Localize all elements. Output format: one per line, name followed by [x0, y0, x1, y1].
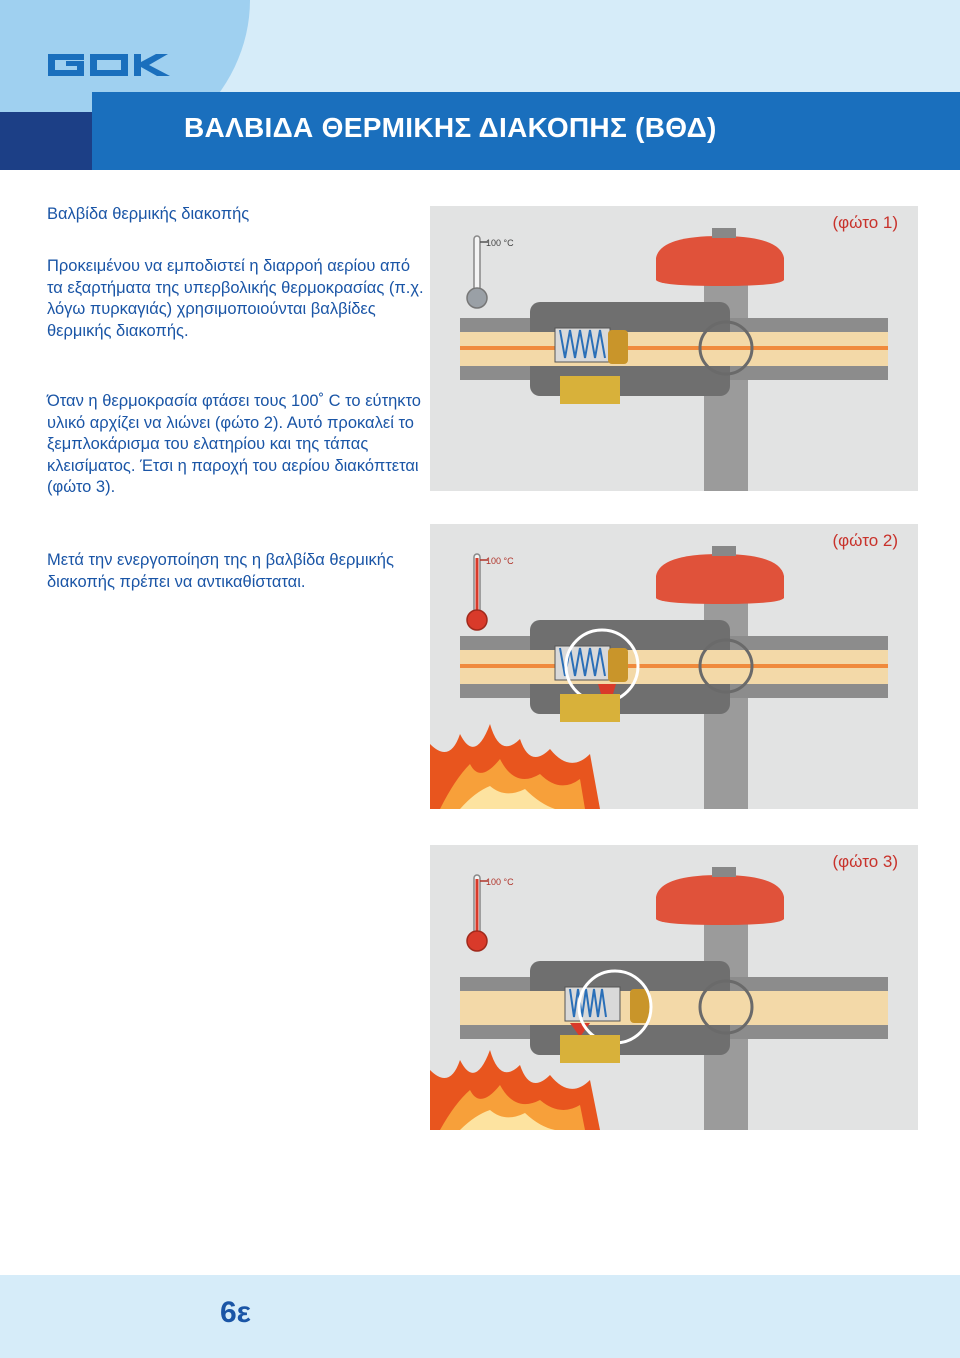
valve-illustration — [430, 845, 918, 1130]
photo-caption: (φώτο 1) — [832, 213, 898, 232]
gok-logo — [44, 52, 174, 78]
photo-ref-2: (φώτο 2) — [214, 413, 279, 432]
title-accent-strip — [0, 112, 92, 170]
photo-3-valve-closed — [430, 845, 918, 1130]
page-number: 6ε — [220, 1296, 251, 1329]
photo-caption: (φώτο 3) — [832, 852, 898, 871]
paragraph-operation: Όταν η θερμοκρασία φτάσει τους 100˚ C το εύτηκτο υλικό αρχίζει να λιώνει (φώτο 2). Αυτό προκαλεί το ξεμπλοκάρισμα του ελατηρίου και της τάπας κλεισίματος. Έτσι η παροχή του αερίου διακόπτεται (φώτο 3). — [47, 392, 421, 496]
thermo-label: 100 °C — [486, 556, 514, 566]
thermo-label: 100 °C — [486, 877, 514, 887]
thermometer-icon — [467, 554, 488, 630]
title-bar — [92, 92, 960, 170]
paragraph-replacement: Μετά την ενεργοποίηση της η βαλβίδα θερμικής διακοπής πρέπει να αντικαθίσταται. — [47, 551, 394, 591]
thermo-label: 100 °C — [486, 238, 514, 248]
thermometer-icon — [467, 875, 488, 951]
photo-ref-3: (φώτο 3) — [47, 478, 111, 496]
section-heading: Βαλβίδα θερμικής διακοπής — [47, 205, 250, 223]
paragraph-intro: Προκειμένου να εμποδιστεί η διαρροή αερίου από τα εξαρτήματα της υπερβολικής θερμοκρασίας (π.χ. λόγω πυρκαγιάς) χρησιμοποιούνται βαλβίδες θερμικής διακοπής. — [47, 257, 424, 340]
photo-1-valve-normal — [430, 206, 918, 491]
footer-background — [0, 1275, 960, 1358]
photo-caption: (φώτο 2) — [832, 531, 898, 550]
thermometer-icon — [467, 236, 488, 308]
fire-icon — [430, 724, 600, 809]
photo-2-valve-melting — [430, 524, 918, 809]
valve-illustration — [430, 206, 918, 491]
valve-illustration — [430, 524, 918, 809]
page-title: ΒΑΛΒΙΔΑ ΘΕΡΜΙΚΗΣ ΔΙΑΚΟΠΗΣ (ΒΘΔ) — [184, 112, 717, 143]
